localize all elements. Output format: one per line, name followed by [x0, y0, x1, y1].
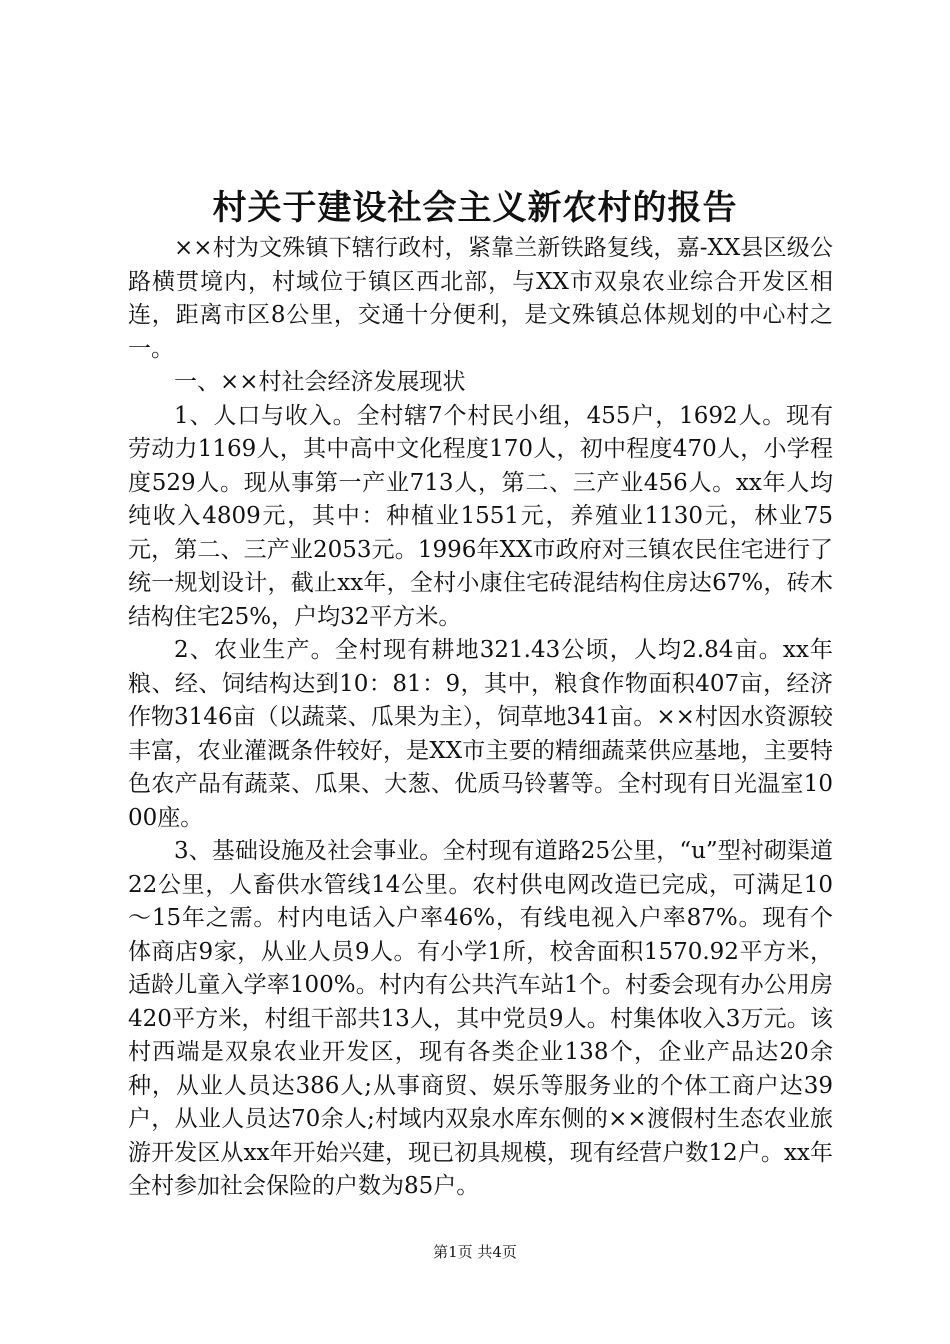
document-body	[128, 232, 833, 1204]
paragraph-intro: ××村为文殊镇下辖行政村，紧靠兰新铁路复线，嘉-XX县区级公路横贯境内，村域位于镇区西北部，与XX市双泉农业综合开发区相连，距离市区8公里，交通十分便利，是文殊镇总体规划的中心村之一。	[128, 235, 833, 362]
paragraph-agriculture: 2、农业生产。全村现有耕地321.43公顷，人均2.84亩。xx年粮、经、饲结构达到10：81：9，其中，粮食作物面积407亩，经济作物3146亩（以蔬菜、瓜果为主），饲草地341亩。××村因水资源较丰富，农业灌溉条件较好，是XX市主要的精细蔬菜供应基地，主要特色农产品有蔬菜、瓜果、大葱、优质马铃薯等。全村现有日光温室1000座。	[128, 637, 833, 831]
page-footer: 第1页 共4页	[433, 1243, 517, 1261]
paragraph-infrastructure: 3、基础设施及社会事业。全村现有道路25公里，“u”型衬砌渠道22公里，人畜供水管线14公里。农村供电网改造已完成，可满足10～15年之需。村内电话入户率46%，有线电视入户率87%。现有个体商店9家，从业人员9人。有小学1所，校舍面积1570.92平方米，适龄儿童入学率100%。村内有公共汽车站1个。村委会现有办公用房420平方米，村组干部共13人，其中党员9人。村集体收入3万元。该村西端是双泉农业开发区，现有各类企业138个，企业产品达20余种，从业人员达386人;从事商贸、娱乐等服务业的个体工商户达39户，从业人员达70余人;村域内双泉水库东侧的××渡假村生态农业旅游开发区从xx年开始兴建，现已初具规模，现有经营户数12户。xx年全村参加社会保险的户数为85户。	[128, 838, 833, 1199]
document-title: 村关于建设社会主义新农村的报告	[212, 188, 738, 228]
section-heading: 一、××村社会经济发展现状	[174, 369, 466, 395]
paragraph-population-income: 1、人口与收入。全村辖7个村民小组，455户，1692人。现有劳动力1169人，其中高中文化程度170人，初中程度470人，小学程度529人。现从事第一产业713人，第二、三产业456人。xx年人均纯收入4809元，其中：种植业1551元，养殖业1130元，林业75元，第二、三产业2053元。1996年XX市政府对三镇农民住宅进行了统一规划设计，截止xx年，全村小康住宅砖混结构住房达67%，砖木结构住宅25%，户均32平方米。	[128, 402, 833, 630]
